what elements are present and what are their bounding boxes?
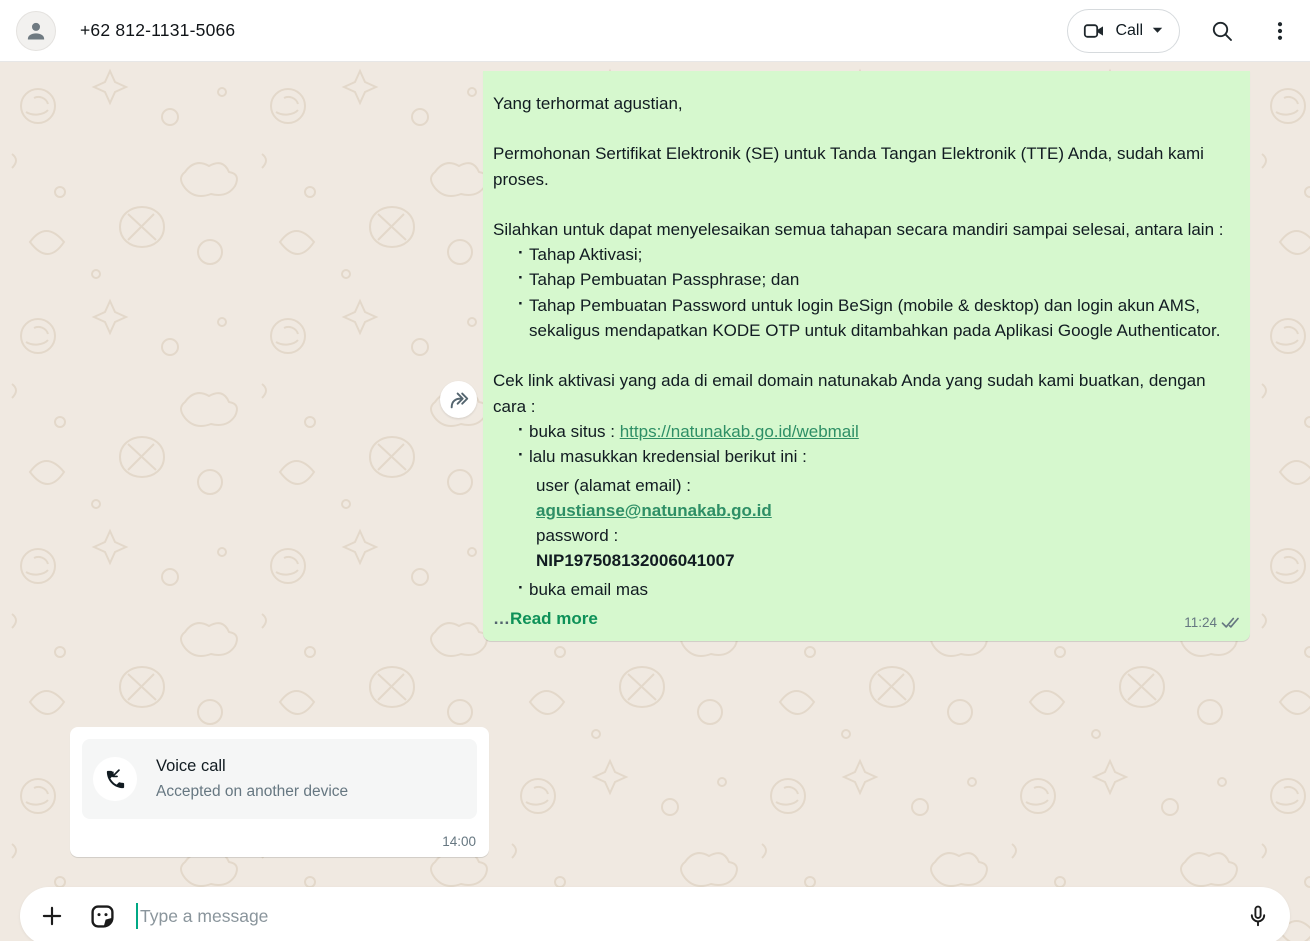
voice-call-title: Voice call <box>156 757 226 775</box>
call-button-label: Call <box>1115 21 1143 39</box>
forward-arrows-icon <box>448 390 470 410</box>
voice-call-bubble[interactable] <box>70 727 489 857</box>
contact-name[interactable]: +62 812-1131-5066 <box>80 20 236 40</box>
read-more-link[interactable]: Read more <box>510 609 598 629</box>
webmail-link[interactable]: https://natunakab.go.id/webmail <box>619 421 859 441</box>
credentials-block <box>493 473 1238 574</box>
message-timestamp: 11:24 <box>1184 615 1217 631</box>
user-label: user (alamat email) : <box>536 475 691 495</box>
message-bubble-outgoing[interactable] <box>483 71 1250 641</box>
truncation-ellipsis: … <box>493 609 510 629</box>
video-call-icon <box>1082 19 1106 43</box>
blank-line <box>493 343 1238 368</box>
voice-call-status: Accepted on another device <box>156 783 349 800</box>
list-item: · buka email mas <box>493 577 1238 602</box>
chat-message-area <box>0 62 1310 941</box>
voice-call-texts <box>156 757 348 801</box>
header-actions <box>1067 9 1310 53</box>
list-item: · Tahap Pembuatan Passphrase; dan <box>493 267 1238 292</box>
chat-header <box>0 0 1310 62</box>
message-paragraph: Cek link aktivasi yang ada di email domain natunakab Anda yang sudah kami buatkan, dengan cara : <box>493 371 1206 416</box>
sticker-icon <box>89 903 116 930</box>
menu-button[interactable] <box>1258 9 1302 53</box>
list-item: · lalu masukkan kredensial berikut ini : <box>493 444 1238 469</box>
chevron-down-icon <box>1152 27 1163 34</box>
site-prefix: buka situs : <box>529 421 620 441</box>
voice-record-button[interactable] <box>1238 896 1278 936</box>
microphone-icon <box>1246 904 1270 928</box>
list-item: · Tahap Pembuatan Password untuk login BeSign (mobile & desktop) dan login akun AMS, sekaligus mendapatkan KODE OTP untuk ditambahkan pada Aplikasi Google Authenticator. <box>493 293 1238 344</box>
message-input[interactable] <box>140 906 1238 927</box>
kebab-menu-icon <box>1268 19 1292 43</box>
voice-call-timestamp: 14:00 <box>442 834 476 849</box>
incoming-call-icon <box>93 757 137 801</box>
read-more-row <box>493 606 1238 631</box>
plus-icon <box>39 903 65 929</box>
password-label: password : <box>536 526 619 546</box>
message-paragraph: Silahkan untuk dapat menyelesaikan semua tahapan secara mandiri sampai selesai, antara lain : <box>493 219 1224 239</box>
message-composer <box>20 887 1290 941</box>
forward-message-button[interactable] <box>440 381 477 418</box>
voice-call-panel <box>82 739 477 819</box>
steps-list <box>493 242 1238 343</box>
search-icon <box>1210 19 1234 43</box>
message-greeting: Yang terhormat agustian, <box>493 94 683 113</box>
list-item: · Tahap Aktivasi; <box>493 242 1238 267</box>
text-caret <box>136 903 138 929</box>
delivered-double-check-icon <box>1221 616 1240 629</box>
email-link[interactable]: agustianse@natunakab.go.id <box>536 500 772 520</box>
sticker-emoji-button[interactable] <box>82 896 122 936</box>
message-paragraph: Permohonan Sertifikat Elektronik (SE) untuk Tanda Tangan Elektronik (TTE) Anda, sudah kami proses. <box>493 144 1204 189</box>
instructions-list <box>493 419 1238 470</box>
message-meta <box>1184 610 1240 635</box>
attach-button[interactable] <box>32 896 72 936</box>
search-button[interactable] <box>1200 9 1244 53</box>
contact-avatar[interactable] <box>16 11 56 51</box>
call-button[interactable] <box>1067 9 1180 53</box>
instructions-list-2 <box>493 577 1238 602</box>
list-item <box>493 419 1238 444</box>
default-person-icon <box>23 18 49 44</box>
password-value: NIP197508132006041007 <box>536 551 735 571</box>
